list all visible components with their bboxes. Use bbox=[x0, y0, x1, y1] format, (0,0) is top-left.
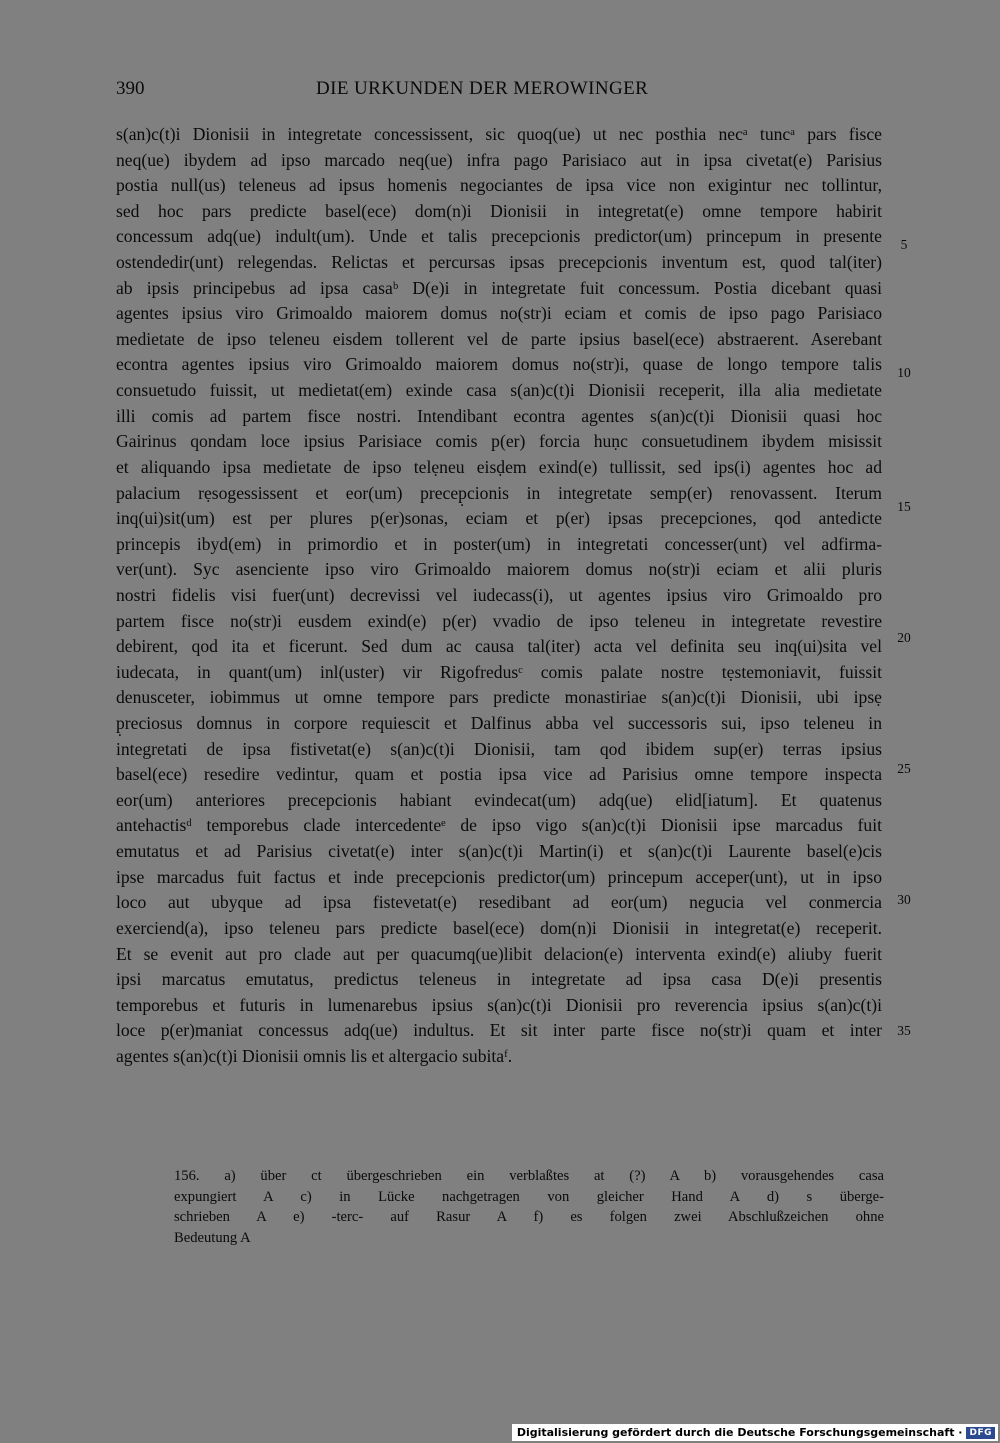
text-line: sed hoc pars predicte basel(ece) dom(n)i Dionisii in integretat(e) omne tempore habirit bbox=[116, 200, 882, 221]
text-line: concessum adq(ue) indult(um). Unde et talis precepcionis predictor(um) princepum in presente bbox=[116, 226, 882, 247]
text-line: denusceter, iobimmus ut omne tempore pars predicte monastiriae s(an)c(t)i Dionisii, ubi ipsẹ bbox=[116, 687, 882, 708]
text-line: loco aut ubyque ad ipsa fistevetat(e) resedibant ad eor(um) negucia vel conmercia bbox=[116, 892, 882, 913]
text-line: medietate de ipso teleneu eisdem tollerent vel de parte ipsius basel(ece) abstraerent. Aserebant bbox=[116, 328, 882, 349]
line-number: 15 bbox=[897, 499, 911, 514]
dfg-logo-icon: DFG bbox=[966, 1427, 995, 1439]
text-line: neq(ue) ibydem ad ipso marcado neq(ue) infra pago Parisiaco aut in ipsa civetat(e) Parisius bbox=[116, 149, 882, 170]
text-line: basel(ece) resedire vedintur, quam et postia ipsa vice ad Parisius omne tempore inspecta bbox=[116, 764, 882, 785]
dfg-credit-banner bbox=[512, 1424, 998, 1441]
text-line: consuetudo fuissit, ut medietat(em) exinde casa s(an)c(t)i Dionisii receperit, illa alia medietate bbox=[116, 380, 882, 401]
critical-apparatus bbox=[174, 1166, 884, 1248]
text-line: agentes s(an)c(t)i Dionisii omnis lis et altergacio subitaᶠ. bbox=[116, 1045, 513, 1066]
text-line: antehactisᵈ temporebus clade intercedenteᵉ de ipso vigo s(an)c(t)i Dionisii ipse marcadus fuit bbox=[116, 815, 882, 836]
text-line: integretati de ipsa fistivetat(e) s(an)c(t)i Dionisii, tam qod ibidem sup(er) terras ipsius bbox=[116, 738, 882, 759]
text-line: Gairinus qondam loce ipsius Parisiace comis p(er) forcia huṇc consuetudinem ibydem misissit bbox=[116, 431, 882, 452]
text-line: et aliquando ipsa medietate de ipso telẹneu eisḍem exind(e) tullissit, sed ips(i) agentes hoc ad bbox=[116, 456, 882, 477]
text-line: Et se evenit aut pro clade aut per quacumq(ue)libit delacion(e) interventa exind(e) aliuby fuerit bbox=[116, 943, 882, 964]
text-line: partem fisce no(str)i eusdem exind(e) p(er) vvadio de ipso teleneu in integretate revestire bbox=[116, 610, 882, 631]
line-number: 30 bbox=[897, 892, 911, 907]
text-line: loce p(er)maniat concessus adq(ue) indultus. Et sit inter parte fisce no(str)i quam et inter bbox=[116, 1020, 882, 1041]
text-line: econtra agentes ipsius viro Grimoaldo maiorem domus no(str)i, quase de longo tempore talis bbox=[116, 354, 882, 375]
text-line: nostri fidelis visi fuer(unt) decrevissi vel iudecass(i), ut agentes ipsius viro Grimoaldo pro bbox=[116, 584, 882, 605]
line-number: 25 bbox=[897, 761, 911, 776]
text-line: ipse marcadus fuit factus et inde precepcionis predictor(um) princepum acceper(unt), ut in ipso bbox=[116, 866, 882, 887]
text-line: emutatus et ad Parisius civetat(e) inter s(an)c(t)i Martin(i) et s(an)c(t)i Laurente basel(e)cis bbox=[116, 841, 882, 862]
text-line: eor(um) anteriores precepcionis habiant evindecat(um) adq(ue) elid[iatum]. Et quatenus bbox=[116, 789, 882, 810]
text-line: illi comis ad partem fisce nostri. Intendibant econtra agentes s(an)c(t)i Dionisii quasi hoc bbox=[116, 405, 882, 426]
line-number: 10 bbox=[897, 365, 911, 380]
line-number: 20 bbox=[897, 630, 911, 645]
page-number: 390 bbox=[116, 78, 145, 99]
text-line: s(an)c(t)i Dionisii in integretate concessissent, sic quoq(ue) ut nec posthia necᵃ tuncᵃ pars fisce bbox=[116, 124, 882, 144]
text-line: exerciend(a), ipso teleneu pars predicte basel(ece) dom(n)i Dionisii in integretat(e) receperit. bbox=[116, 917, 882, 938]
text-line: agentes ipsius viro Grimoaldo maiorem domus no(str)i eciam et comis de ipso pago Parisiaco bbox=[116, 303, 882, 324]
text-line: ostendedir(unt) relegendas. Relictas et percursas ipsas precepcionis inventum est, quod tal(iter) bbox=[116, 252, 882, 273]
text-line: inq(ui)sit(um) est per plures p(er)sonas, eciam et p(er) ipsas precepciones, qod antedicte bbox=[116, 508, 882, 529]
text-line: ab ipsis principebus ad ipsa casaᵇ D(e)i in integretate fuit concessum. Postia dicebant quasi bbox=[116, 277, 882, 298]
footnote-line: 156. a) über ct übergeschrieben ein verblaßtes at (?) A b) vorausgehendes casa bbox=[174, 1168, 884, 1184]
text-line: ver(unt). Syc asenciente ipso viro Grimoaldo maiorem domus no(str)i eciam et alii pluris bbox=[116, 559, 882, 580]
footnote-line: schrieben A e) -terc- auf Rasur A f) es folgen zwei Abschlußzeichen ohne bbox=[174, 1209, 884, 1226]
text-line: princepis ibyd(em) in primordio et in poster(um) in integretati concesser(unt) vel adfirma- bbox=[116, 533, 882, 554]
text-line: palacium rẹsogessissent et eor(um) precep̣cionis in integretate semp(er) renovassent. Iterum bbox=[116, 482, 882, 503]
footnote-line: expungiert A c) in Lücke nachgetragen von gleicher Hand A d) s überge- bbox=[174, 1188, 884, 1205]
text-line: p̣reciosus domnus in corpore requiescit et Dalfinus abba vel successoris sui, ipso teleneu in bbox=[116, 713, 882, 734]
line-number: 35 bbox=[897, 1023, 911, 1038]
text-line: temporebus et futuris in lumenarebus ipsius s(an)c(t)i Dionisii pro reverencia ipsius s(an)c(t)i bbox=[116, 994, 882, 1015]
text-line: debirent, qod ita et ficerunt. Sed dum ac causa tal(iter) acta vel definita seu inq(ui)sita vel bbox=[116, 636, 882, 657]
credit-text: Digitalisierung gefördert durch die Deutsche Forschungsgemeinschaft · bbox=[516, 1426, 963, 1439]
line-number: 5 bbox=[900, 237, 908, 252]
text-line: iudecata, in quant(um) inl(uster) vir Rigofredusᶜ comis palate nostre tẹstemoniavit, fuissit bbox=[116, 661, 882, 682]
footnote-line: Bedeutung A bbox=[174, 1229, 251, 1246]
text-line: postia null(us) teleneus ad ipsus homenis negociantes de ipsa vice non exigintur nec tollintur, bbox=[116, 175, 882, 196]
text-line: ipsi marcatus emutatus, predictus teleneus in integretate ad ipsa casa D(e)i presentis bbox=[116, 969, 882, 990]
running-title: DIE URKUNDEN DER MEROWINGER bbox=[316, 78, 649, 99]
charter-text bbox=[116, 122, 882, 1070]
